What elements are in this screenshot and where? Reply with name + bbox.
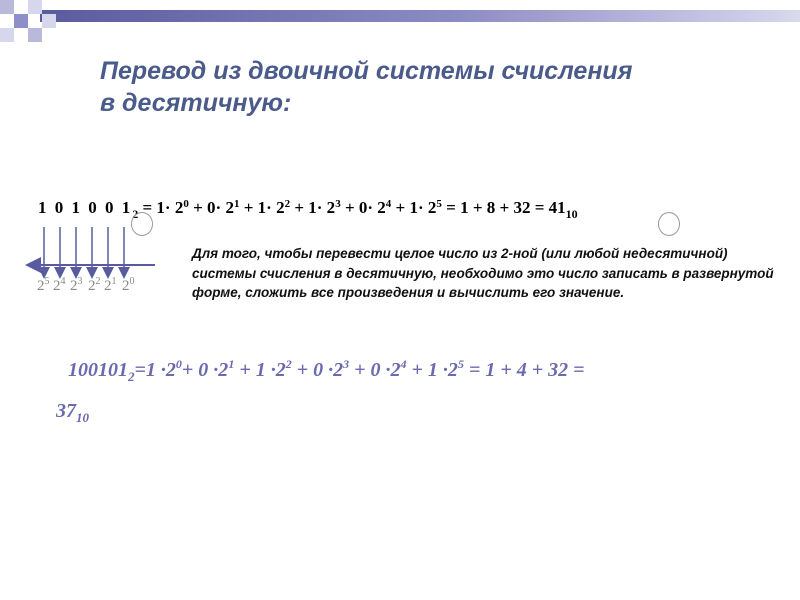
example-term: $=1 \cdot 2^0$ xyxy=(134,357,182,381)
header-decor-square xyxy=(28,28,42,42)
header-decor-square xyxy=(28,0,42,14)
expansion-term: + $0\cdot 2^1$ xyxy=(188,198,240,217)
example-equation xyxy=(56,347,786,435)
example-number: 100101 xyxy=(68,359,128,381)
example-term: + $0 \cdot 2^4$ xyxy=(349,357,407,381)
power-label: $2^2$ xyxy=(88,276,101,294)
expansion-term: + $0\cdot 2^4$ xyxy=(340,198,392,217)
power-label: $2^0$ xyxy=(122,276,135,294)
expansion-term: + $1\cdot 2^2$ xyxy=(239,198,291,217)
highlight-circle-result xyxy=(658,212,680,236)
example-term: + $1 \cdot 2^5$ xyxy=(406,357,464,381)
power-label: $2^1$ xyxy=(104,276,117,294)
explanation-text: Для того, чтобы перевести целое число из 2-ной (или любой недесятичной) системы счисления в десятичную, необходимо это число записать в развернутой форме, сложить все произведения и вычислить его значение. xyxy=(192,246,774,300)
decimal-result: $41_{10}$ xyxy=(548,198,578,221)
binary-number: 1 0 1 0 0 1 xyxy=(38,198,133,217)
expansion-sum: = 1 + 8 + 32 = xyxy=(446,198,545,217)
binary-expansion-equation xyxy=(38,198,578,222)
expansion-term: = $1\cdot 2^0$ xyxy=(142,198,189,217)
power-label: $2^3$ xyxy=(70,276,83,294)
power-label: $2^5$ xyxy=(37,276,50,294)
binary-base: 2 xyxy=(132,207,139,221)
header-decor-square xyxy=(0,28,14,42)
power-label: $2^4$ xyxy=(53,276,66,294)
expansion-term: + $1\cdot 2^5$ xyxy=(391,198,442,217)
header-decor-square xyxy=(0,0,14,14)
example-sum: = 1 + 4 + 32 = xyxy=(463,359,585,381)
slide-title-line2: в десятичную: xyxy=(100,89,292,117)
slide-title-line1: Перевод из двоичной системы счисления xyxy=(100,57,633,85)
expansion-terms xyxy=(143,198,442,217)
header-gradient-bar xyxy=(40,10,800,22)
example-term: + $0 \cdot 2^3$ xyxy=(291,357,350,381)
position-arrows xyxy=(25,225,165,280)
example-term: + $1 \cdot 2^2$ xyxy=(234,357,292,381)
header-decor-square xyxy=(14,14,28,28)
expansion-term: + $1\cdot 2^3$ xyxy=(290,198,341,217)
header-decor-square xyxy=(42,14,56,28)
example-term: + $0 \cdot 2^1$ xyxy=(181,357,235,381)
example-equation-line1: $100101_2=1 \cdot 2^0+ 0 \cdot 2^1 + 1 \cdot 2^2 + 0 \cdot 2^3 + 0 \cdot 2^4 + 1 \cdot 2^5 = 1 + 4 + 32$ = xyxy=(68,357,585,384)
example-equation-line2: $37_{10}$ xyxy=(56,400,89,425)
slide-title xyxy=(100,55,740,119)
